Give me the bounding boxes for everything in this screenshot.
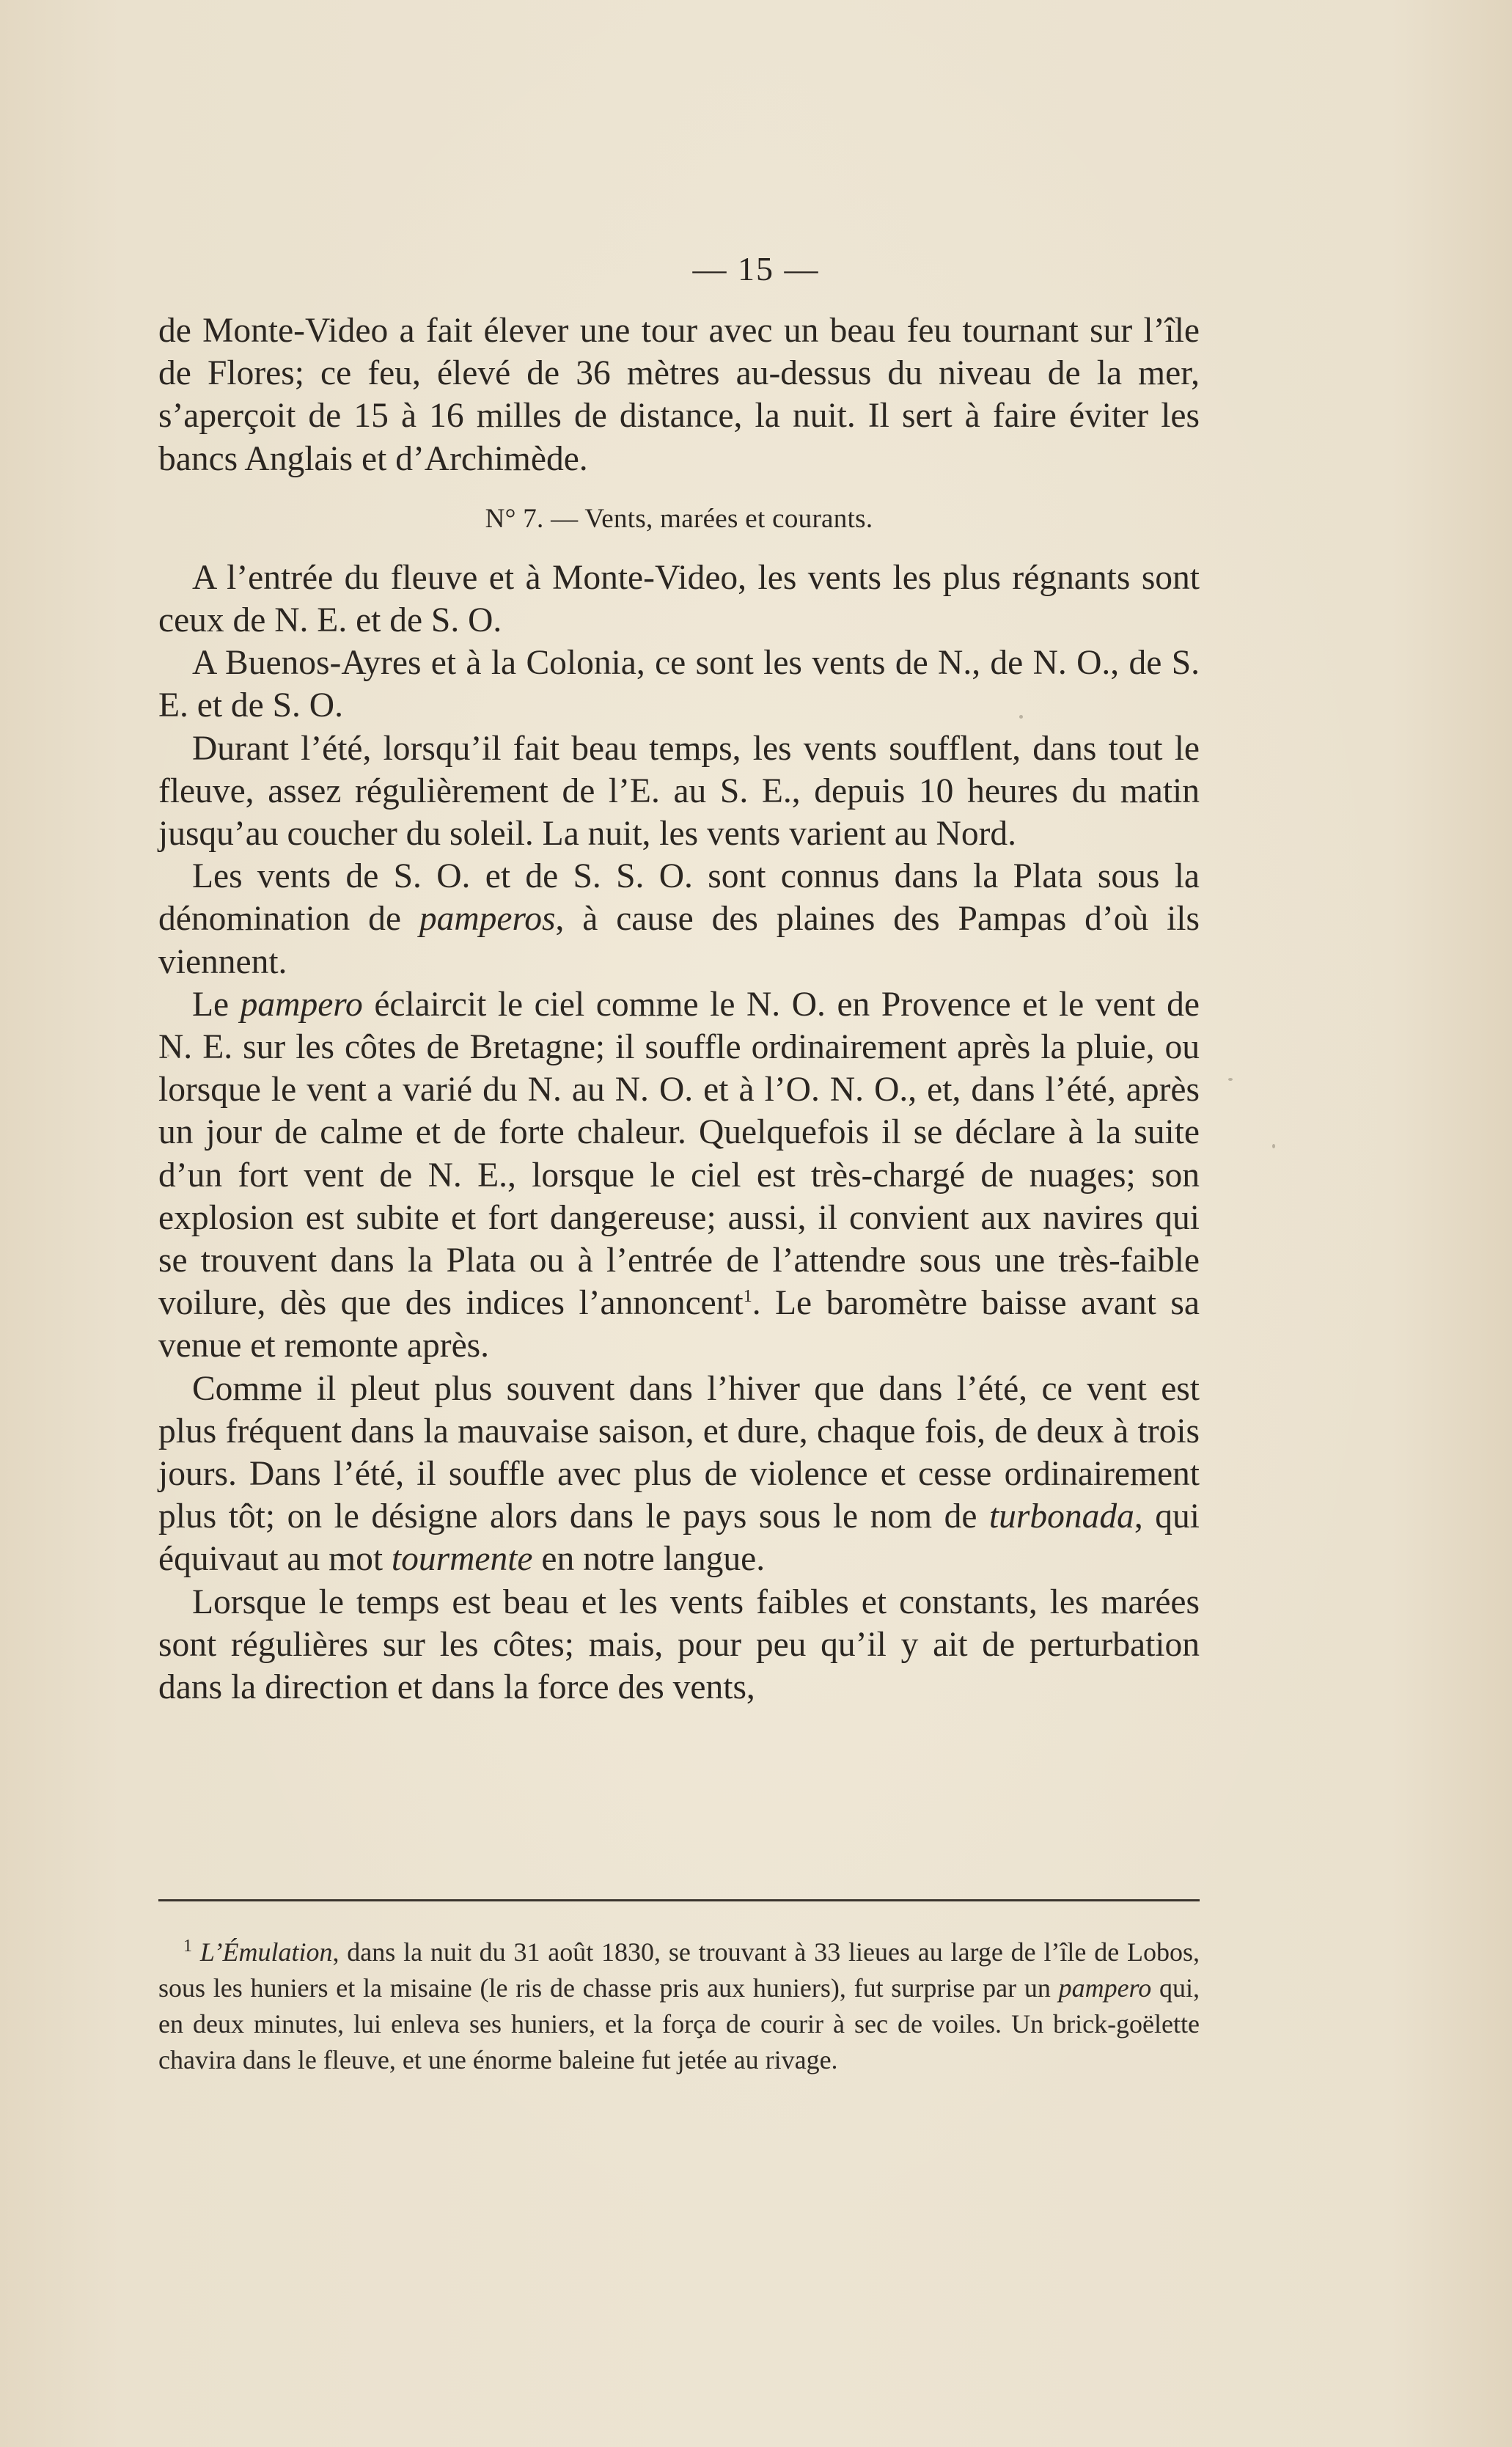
text-run: Comme il pleut plus souvent dans l’hiver que dans l’été, ce vent est plus fréquent dans la mauvaise saison, et dure, chaque fois, de deux à trois jours. Dans l’été, il souffle avec plus de violence et cesse ordinairement plus tôt; on le désigne alors dans le pays sous le nom de (158, 1369, 1200, 1536)
text-run: en notre langue. (532, 1540, 766, 1579)
footnote (158, 1934, 1200, 2078)
paper-speck (1019, 715, 1023, 719)
paper-speck (1272, 1144, 1275, 1148)
text-run: éclaircit le ciel comme le N. O. en Provence et le vent de N. E. sur les côtes de Bretagne; il souffle ordinairement après la pluie, ou lorsque le vent a varié du N. au N. O. et à l’O. N. O., et, dans l’été, après un jour de calme et de forte chaleur. Quelquefois il se déclare à la suite d’un fort vent de N. E., lorsque le ciel est très-chargé de nuages; son explosion est subite et fort dangereuse; aussi, il convient aux navires qui se trouvent dans la Plata ou à l’entrée de l’attendre sous une très-faible voilure, dès que des indices l’annoncent (158, 985, 1200, 1323)
paragraph: A l’entrée du fleuve et à Monte-Video, les vents les plus régnants sont ceux de N. E. et de S. O. (158, 558, 1200, 640)
footnote-ship-name: L’Émulation (199, 1937, 333, 1967)
text-run: . Le baromètre baisse avant sa venue et remonte après. (158, 1284, 1200, 1365)
footnote-divider (158, 1899, 1200, 1901)
paragraph (158, 855, 1200, 983)
paragraph (158, 1368, 1200, 1581)
paper-speck (1228, 1078, 1233, 1081)
footnote-text (158, 1934, 1200, 2078)
text-run: qui, en deux minutes, lui enleva ses huniers, et la força de courir à sec de voiles. Un brick-goëlette chavira dans le fleuve, et une énorme baleine fut jetée au rivage. (158, 1973, 1200, 2074)
text-run: Les vents de S. O. et de S. S. O. sont connus dans la Plata sous la dénomination de (158, 857, 1200, 939)
paragraph: Lorsque le temps est beau et les vents faibles et constants, les marées sont régulières sur les côtes; mais, pour peu qu’il y ait de perturbation dans la direction et dans la force des vents, (158, 1582, 1200, 1707)
italic-term: tourmente (391, 1540, 533, 1579)
paragraph-continuation: de Monte-Video a fait élever une tour avec un beau feu tournant sur l’île de Flores; ce feu, élevé de 36 mètres au-dessus du niveau de la mer, s’aperçoit de 15 à 16 milles de distance, la nuit. Il sert à faire éviter les bancs Anglais et d’Archimède. (158, 312, 1200, 478)
text-run: , dans la nuit du 31 août 1830, se trouvant à 33 lieues au large de l’île de Lobos, sous les huniers et la misaine (le ris de chasse pris aux huniers), fut surprise par un (158, 1937, 1200, 2003)
paragraph (158, 983, 1200, 1368)
text-run: , à cause des plaines des Pampas d’où ils viennent. (158, 900, 1200, 981)
italic-term: pamperos (419, 900, 556, 939)
italic-term: pampero (240, 985, 363, 1024)
text-run: Le (192, 985, 241, 1024)
footnote-mark: 1 (183, 1937, 192, 1956)
body-text (158, 309, 1200, 1709)
italic-term: pampero (1058, 1973, 1152, 2003)
text-run: , qui équivaut au mot (158, 1497, 1200, 1579)
italic-term: turbonada (988, 1497, 1134, 1536)
section-heading: N° 7. — Vents, marées et courants. (485, 503, 873, 534)
page-number: — 15 — (692, 250, 820, 287)
paper-speck (167, 1054, 169, 1057)
footnote-reference[interactable]: 1 (743, 1287, 752, 1307)
paragraph: A Buenos-Ayres et à la Colonia, ce sont les vents de N., de N. O., de S. E. et de S. O. (158, 644, 1200, 725)
paragraph: Durant l’été, lorsqu’il fait beau temps, les vents soufflent, dans tout le fleuve, assez régulièrement de l’E. au S. E., depuis 10 heures du matin jusqu’au coucher du soleil. La nuit, les vents varient au Nord. (158, 729, 1200, 854)
